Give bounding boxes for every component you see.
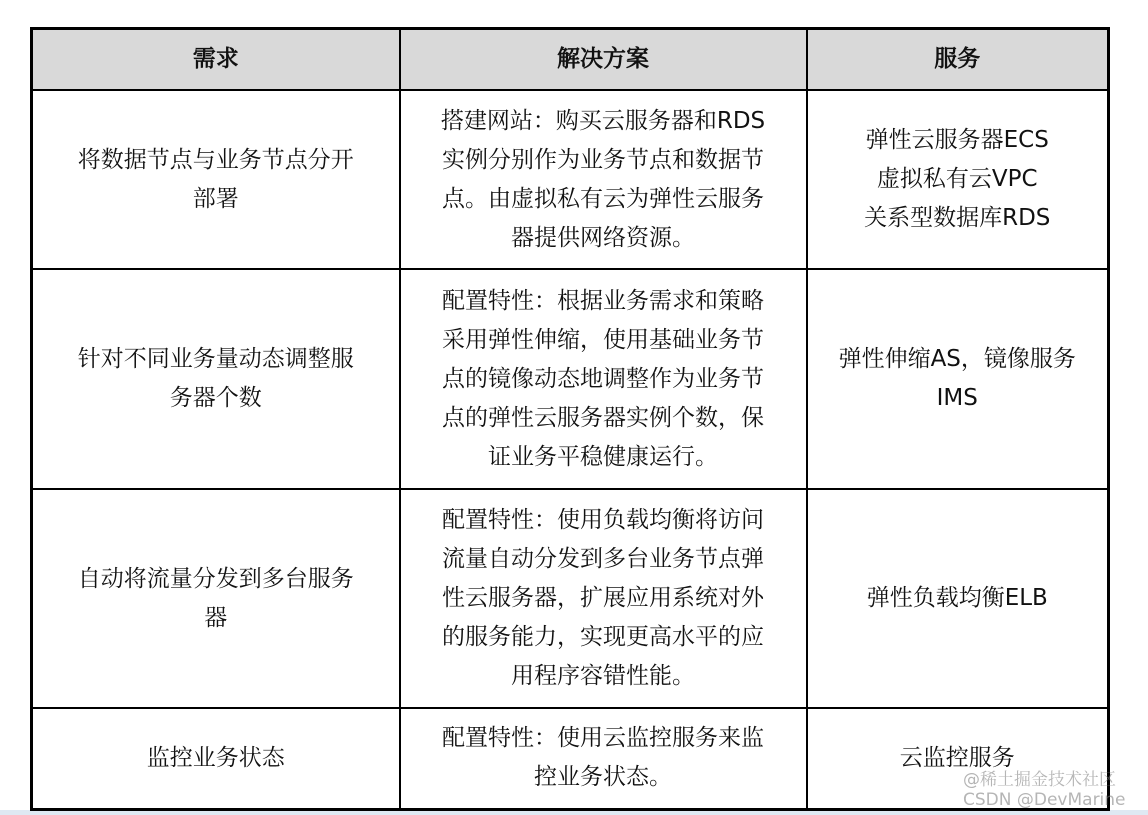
cell-need xyxy=(32,269,400,489)
cell-text: 证业务平稳健康运行。 xyxy=(488,443,718,470)
cell-text: 弹性云服务器ECS xyxy=(865,127,1049,153)
header-solution: 解决方案 xyxy=(400,29,807,91)
cell-text: 配置特性：根据业务需求和策略 xyxy=(442,287,764,314)
watermark-line2: CSDN @DevMarine xyxy=(963,790,1126,810)
cell-text: 性云服务器，扩展应用系统对外 xyxy=(442,585,764,611)
cell-text: 关系型数据库RDS xyxy=(864,205,1051,231)
header-row xyxy=(32,29,1109,91)
cell-text: 配置特性：使用云监控服务来监 xyxy=(442,725,764,752)
table-row xyxy=(32,708,1109,809)
cell-text: 流量自动分发到多台业务节点弹 xyxy=(442,546,764,572)
cell-need xyxy=(32,90,400,269)
cell-text: 部署 xyxy=(192,185,239,212)
cell-text: 器 xyxy=(204,604,228,631)
cell-text: 器提供网络资源。 xyxy=(511,224,695,251)
cell-text: 监控业务状态 xyxy=(146,744,285,771)
cell-text: 将数据节点与业务节点分开 xyxy=(77,146,354,173)
cell-text: 自动将流量分发到多台服务 xyxy=(77,565,354,592)
cell-text: 点的镜像动态地调整作为业务节 xyxy=(442,365,764,392)
watermark-line1: @稀土掘金技术社区 xyxy=(963,770,1116,790)
watermark xyxy=(963,770,1126,810)
cell-text: 云监控服务 xyxy=(899,744,1015,771)
cell-need xyxy=(32,708,400,809)
cell-text: 弹性负载均衡ELB xyxy=(866,585,1048,611)
bottom-strip xyxy=(0,810,1148,815)
table-row xyxy=(32,269,1109,489)
table-row xyxy=(32,90,1109,269)
cell-text: 配置特性：使用负载均衡将访问 xyxy=(442,507,764,533)
cell-text: 实例分别作为业务节点和数据节 xyxy=(442,146,764,173)
header-service: 服务 xyxy=(807,29,1109,91)
cell-solution xyxy=(400,489,807,708)
table-row xyxy=(32,489,1109,708)
cell-need xyxy=(32,489,400,708)
cell-text: 控业务状态。 xyxy=(534,764,672,791)
cell-service xyxy=(807,90,1109,269)
cell-text: 点的弹性云服务器实例个数，保 xyxy=(442,404,764,431)
cell-text: 弹性伸缩AS，镜像服务 xyxy=(838,346,1076,372)
cell-text: IMS xyxy=(936,385,978,411)
cell-solution xyxy=(400,269,807,489)
cell-text: 搭建网站：购买云服务器和RDS xyxy=(440,107,766,134)
cell-text: 采用弹性伸缩，使用基础业务节 xyxy=(442,326,764,353)
cell-solution xyxy=(400,708,807,809)
requirements-table xyxy=(30,27,1110,811)
cell-text: 务器个数 xyxy=(169,385,262,411)
cell-service xyxy=(807,269,1109,489)
cell-text: 针对不同业务量动态调整服 xyxy=(77,346,354,372)
cell-solution xyxy=(400,90,807,269)
cell-service xyxy=(807,489,1109,708)
cell-text: 的服务能力，实现更高水平的应 xyxy=(442,624,764,650)
cell-text: 用程序容错性能。 xyxy=(511,663,695,689)
header-need: 需求 xyxy=(32,29,400,91)
cell-text: 点。由虚拟私有云为弹性云服务 xyxy=(442,185,764,212)
cell-text: 虚拟私有云VPC xyxy=(876,166,1038,192)
